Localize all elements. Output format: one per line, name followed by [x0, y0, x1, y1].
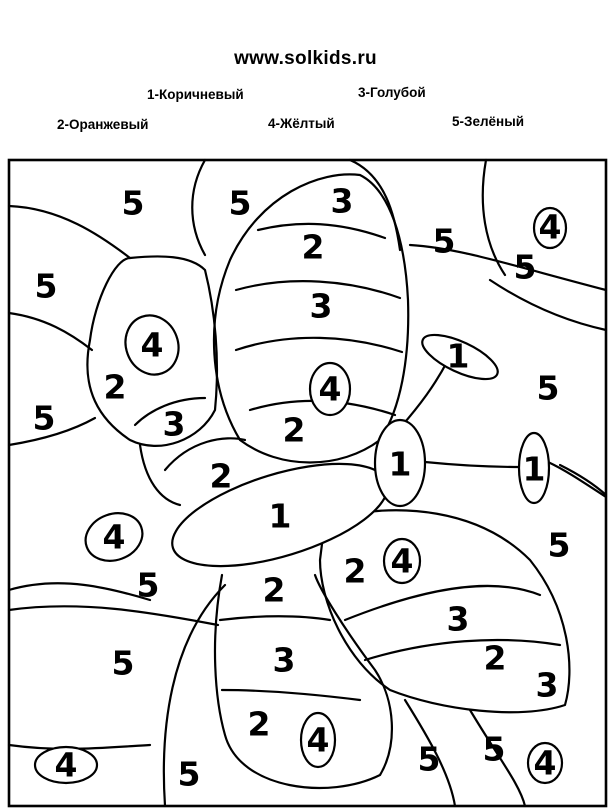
region-number: 4 — [306, 720, 330, 760]
region-number: 4 — [54, 745, 78, 785]
site-title: www.solkids.ru — [234, 48, 377, 69]
region-number: 2 — [282, 410, 306, 450]
region-number: 5 — [136, 565, 160, 605]
region-number: 1 — [446, 336, 470, 376]
butterfly-lower-right-wing — [320, 510, 569, 712]
legend-orange: 2-Оранжевый — [57, 117, 149, 132]
region-number: 4 — [102, 517, 126, 557]
region-number: 5 — [177, 754, 201, 794]
legend-yellow: 4-Жёлтый — [268, 116, 335, 131]
region-number: 5 — [482, 729, 506, 769]
region-number: 3 — [330, 181, 354, 221]
region-number: 5 — [32, 398, 56, 438]
region-number: 4 — [318, 369, 342, 409]
region-number: 4 — [533, 743, 557, 783]
region-number: 4 — [390, 541, 414, 581]
region-number: 5 — [513, 247, 537, 287]
region-number: 5 — [34, 266, 58, 306]
region-number: 2 — [483, 638, 507, 678]
region-number: 2 — [247, 704, 271, 744]
legend-green: 5-Зелёный — [452, 114, 525, 129]
region-number: 2 — [301, 227, 325, 267]
region-number: 3 — [309, 286, 333, 326]
region-number: 2 — [103, 367, 127, 407]
region-number: 5 — [417, 739, 441, 779]
region-number: 2 — [343, 551, 367, 591]
region-number: 2 — [262, 570, 286, 610]
legend-light-blue: 3-Голубой — [358, 85, 426, 100]
region-number: 4 — [140, 325, 164, 365]
region-number: 3 — [272, 640, 296, 680]
region-number: 2 — [209, 456, 233, 496]
region-number: 3 — [446, 599, 470, 639]
region-number: 5 — [121, 183, 145, 223]
region-number: 5 — [432, 221, 456, 261]
region-number: 1 — [522, 449, 546, 489]
region-number: 3 — [162, 404, 186, 444]
region-number: 3 — [535, 665, 559, 705]
region-number: 5 — [228, 183, 252, 223]
region-number: 4 — [538, 207, 562, 247]
legend-brown: 1-Коричневый — [147, 87, 244, 102]
region-number: 5 — [547, 525, 571, 565]
region-number: 1 — [268, 496, 292, 536]
region-number: 5 — [111, 643, 135, 683]
region-number: 1 — [388, 444, 412, 484]
region-number: 5 — [536, 368, 560, 408]
